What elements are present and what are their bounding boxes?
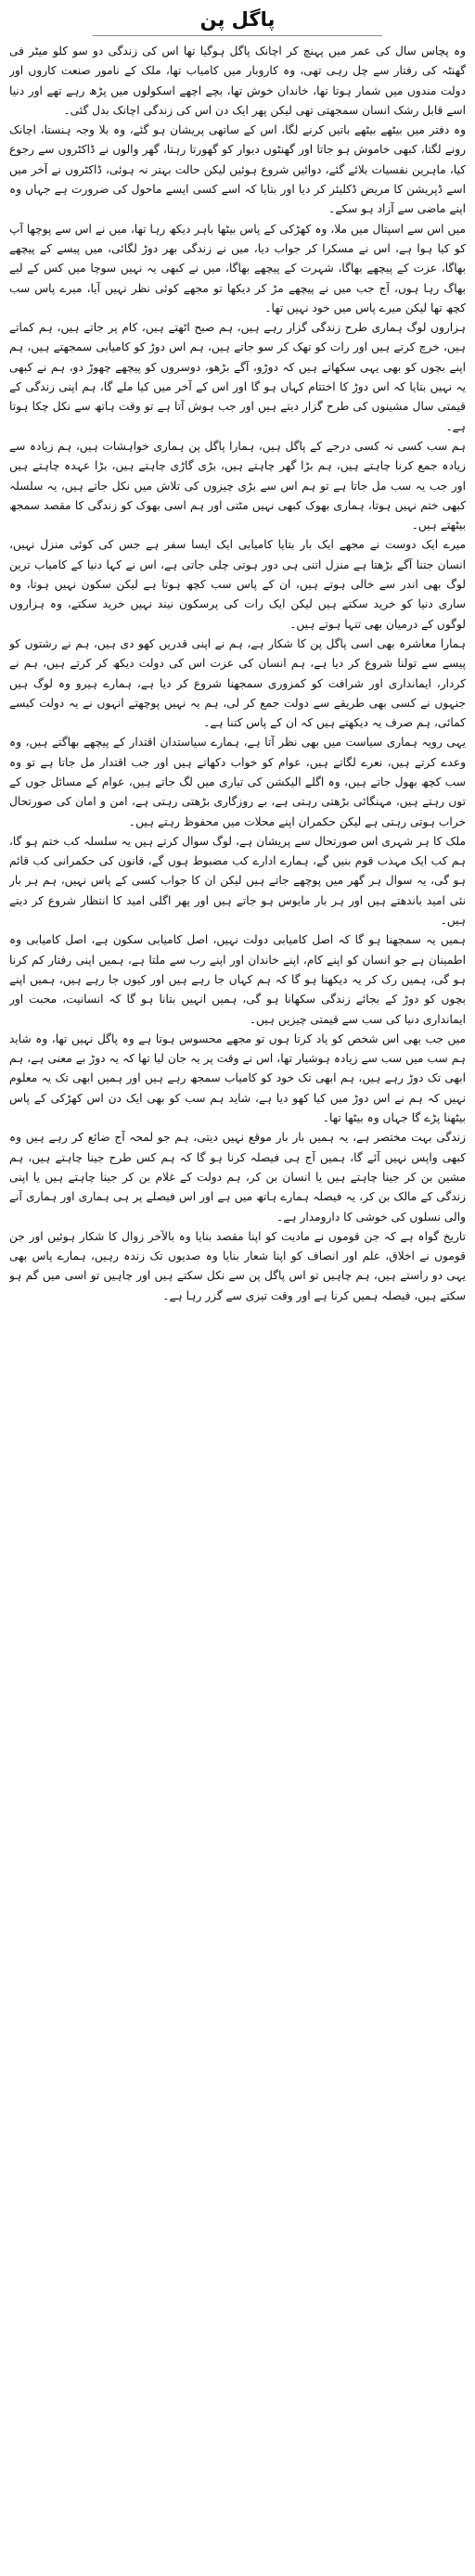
article-paragraph: ہمیں یہ سمجھنا ہو گا کہ اصل کامیابی دولت نہیں، اصل کامیابی سکون ہے، اصل کامیابی وہ اطمینان ہے جو انسان کو اپنے کام، اپنے خاندان اور اپنے رب سے ملتا ہے، ہمیں اپنی رفتار کم کرنا ہو گی، ہمیں رک کر یہ دیکھنا ہو گا کہ ہم کہاں جا رہے ہیں اور کیوں جا رہے ہیں، ہمیں اپنے بچوں کو دوڑ کے بجائے زندگی سکھانا ہو گی، ہمیں انہیں بتانا ہو گا کہ انسانیت، محبت اور ایمانداری دنیا کی سب سے قیمتی چیزیں ہیں۔ [9, 933, 466, 1026]
article-paragraph: وہ دفتر میں بیٹھے بیٹھے باتیں کرنے لگا، اس کے ساتھی پریشان ہو گئے، وہ بلا وجہ ہنستا، اچانک رونے لگتا، کبھی خاموش ہو جاتا اور گھنٹوں دیوار کو گھورتا رہتا، گھر والوں نے ڈاکٹروں سے رجوع کیا، ماہرین نفسیات بلائے گئے، دوائیں شروع ہوئیں لیکن حالت بہتر نہ ہوئی، ڈاکٹروں نے آخر میں اسے ڈپریشن کا مریض ڈکلیئر کر دیا اور بتایا کہ اسے کسی ایسے ماحول کی ضرورت ہے جہاں وہ اپنے ماضی سے آزاد ہو سکے۔ [9, 123, 466, 216]
article-paragraph: میں اس سے اسپتال میں ملا، وہ کھڑکی کے پاس بیٹھا باہر دیکھ رہا تھا، میں نے اس سے پوچھا آپ کو کیا ہوا ہے، اس نے مسکرا کر جواب دیا، میں نے زندگی بھر دوڑ لگائی، میں پیسے کے پیچھے بھاگا، عزت کے پیچھے بھاگا، شہرت کے پیچھے بھاگا، میں نے کبھی یہ نہیں سوچا میں کس کے لیے بھاگ رہا ہوں، آج جب میں نے پیچھے مڑ کر دیکھا تو مجھے کوئی نظر نہیں آیا، میرے پاس سب کچھ تھا لیکن میرے پاس میں خود نہیں تھا۔ [9, 222, 466, 314]
article-body [9, 42, 466, 2569]
article-paragraph: میرے ایک دوست نے مجھے ایک بار بتایا کامیابی ایک ایسا سفر ہے جس کی کوئی منزل نہیں، انسان جتنا آگے بڑھتا ہے منزل اتنی ہی دور ہوتی چلی جاتی ہے، اس نے کہا دنیا کے کامیاب ترین لوگ بھی اندر سے خالی ہوتے ہیں، ان کے پاس سب کچھ ہوتا ہے لیکن سکون نہیں ہوتا، وہ ساری دنیا کو خرید سکتے ہیں لیکن ایک رات کی پرسکون نیند نہیں خرید سکتے، وہ ہزاروں لوگوں کے درمیان بھی تنہا ہوتے ہیں۔ [9, 538, 466, 631]
headline-divider [93, 35, 382, 36]
article-paragraph: تاریخ گواہ ہے کہ جن قوموں نے مادیت کو اپنا مقصد بنایا وہ بالآخر زوال کا شکار ہوئیں اور جن قوموں نے اخلاق، علم اور انصاف کو اپنا شعار بنایا وہ صدیوں تک زندہ رہیں، ہمارے پاس بھی یہی دو راستے ہیں، ہم چاہیں تو اس پاگل پن سے نکل سکتے ہیں اور چاہیں تو اسی میں گم ہو سکتے ہیں، فیصلہ ہمیں کرنا ہے اور وقت تیزی سے گزر رہا ہے۔ [9, 1229, 466, 1302]
article-paragraph: ہم سب کسی نہ کسی درجے کے پاگل ہیں، ہمارا پاگل پن ہماری خواہشات ہیں، ہم زیادہ سے زیادہ جمع کرنا چاہتے ہیں، ہم بڑا گھر چاہتے ہیں، بڑی گاڑی چاہتے ہیں، بڑا عہدہ چاہتے ہیں اور جب یہ سب مل جاتا ہے تو ہم اس سے بڑی چیزوں کی تلاش میں نکل جاتے ہیں، یہ سلسلہ کبھی ختم نہیں ہوتا، ہماری بھوک کبھی نہیں مٹتی اور ہم اسی بھوک کو زندگی کا مقصد سمجھ بیٹھتے ہیں۔ [9, 439, 466, 532]
article-paragraph: یہی رویہ ہماری سیاست میں بھی نظر آتا ہے، ہمارے سیاستدان اقتدار کے پیچھے بھاگتے ہیں، وہ وعدے کرتے ہیں، نعرے لگاتے ہیں، عوام کو خواب دکھاتے ہیں اور جب اقتدار مل جاتا ہے تو وہ سب کچھ بھول جاتے ہیں، وہ اگلے الیکشن کی تیاری میں لگ جاتے ہیں، عوام کے مسائل جوں کے توں رہتے ہیں، مہنگائی بڑھتی رہتی ہے، بے روزگاری بڑھتی رہتی ہے، امن و امان کی صورتحال خراب ہوتی رہتی ہے لیکن حکمران اپنے محلات میں محفوظ رہتے ہیں۔ [9, 736, 466, 828]
article-paragraph: ہزاروں لوگ ہماری طرح زندگی گزار رہے ہیں، ہم صبح اٹھتے ہیں، کام پر جاتے ہیں، ہم کماتے ہیں، خرچ کرتے ہیں اور رات کو تھک کر سو جاتے ہیں، ہم اس دوڑ کو کامیابی سمجھتے ہیں، ہم اپنے بچوں کو بھی یہی سکھاتے ہیں کہ دوڑو، آگے بڑھو، دوسروں کو پیچھے چھوڑ دو، ہم نے کبھی یہ نہیں بتایا کہ اس دوڑ کا اختتام کہاں ہو گا اور اس کے آخر میں کیا ملے گا، ہم اپنی زندگی کے قیمتی سال مشینوں کی طرح گزار دیتے ہیں اور جب ہوش آتا ہے تو وقت ہاتھ سے نکل چکا ہوتا ہے۔ [9, 321, 466, 433]
article-paragraph: میں جب بھی اس شخص کو یاد کرتا ہوں تو مجھے محسوس ہوتا ہے وہ پاگل نہیں تھا، وہ شاید ہم سب میں سب سے زیادہ ہوشیار تھا، اس نے وقت پر یہ جان لیا تھا کہ یہ دوڑ بے معنی ہے، ہم ابھی تک دوڑ رہے ہیں، ہم ابھی تک خود کو کامیاب سمجھ رہے ہیں اور ہمیں ابھی تک یہ معلوم نہیں کہ ہم نے اس دوڑ میں کیا کھو دیا ہے، شاید ہم سب کو بھی ایک دن اس کھڑکی کے پاس بیٹھنا پڑے گا جہاں وہ بیٹھا تھا۔ [9, 1032, 466, 1125]
article-paragraph: ملک کا ہر شہری اس صورتحال سے پریشان ہے، لوگ سوال کرتے ہیں یہ سلسلہ کب ختم ہو گا، ہم کب ایک مہذب قوم بنیں گے، ہمارے ادارے کب مضبوط ہوں گے، قانون کی حکمرانی کب قائم ہو گی، یہ سوال ہر گھر میں پوچھے جاتے ہیں لیکن ان کا جواب کسی کے پاس نہیں، ہم ہر بار نئی امید باندھتے ہیں اور ہر بار مایوس ہو جاتے ہیں اور پھر اگلی امید کا انتظار شروع کر دیتے ہیں۔ [9, 834, 466, 928]
article-paragraph: زندگی بہت مختصر ہے، یہ ہمیں بار بار موقع نہیں دیتی، ہم جو لمحہ آج ضائع کر رہے ہیں وہ کبھی واپس نہیں آئے گا، ہمیں آج ہی فیصلہ کرنا ہو گا کہ ہم کس طرح جینا چاہتے ہیں، ہم مشین بن کر جینا چاہتے ہیں یا انسان بن کر، ہم دولت کے غلام بن کر جینا چاہتے ہیں یا اپنی زندگی کے مالک بن کر، یہ فیصلہ ہمارے ہاتھ میں ہے اور اس فیصلے پر ہی ہماری اور ہماری آنے والی نسلوں کی خوشی کا دارومدار ہے۔ [9, 1131, 466, 1224]
article-paragraph: ہمارا معاشرہ بھی اسی پاگل پن کا شکار ہے، ہم نے اپنی قدریں کھو دی ہیں، ہم نے رشتوں کو پیسے سے تولنا شروع کر دیا ہے، ہم انسان کی عزت اس کی دولت دیکھ کر کرتے ہیں، ہم نے کردار، ایمانداری اور شرافت کو کمزوری سمجھنا شروع کر دیا ہے، ہمارے ہیرو وہ لوگ ہیں جنہوں نے کسی بھی طریقے سے دولت جمع کر لی، ہم یہ نہیں پوچھتے انہوں نے یہ دولت کیسے کمائی، ہم صرف یہ دیکھتے ہیں کہ ان کے پاس کتنا ہے۔ [9, 636, 466, 730]
article-paragraph: وہ پچاس سال کی عمر میں پہنچ کر اچانک پاگل ہوگیا تھا اس کی زندگی دو سو کلو میٹر فی گھنٹہ کی رفتار سے چل رہی تھی، وہ کاروبار میں کامیاب تھا، ملک کے نامور صنعت کاروں اور دولت مندوں میں شمار ہوتا تھا، خاندان خوش تھا، بچے اچھے اسکولوں میں پڑھ رہے تھے اور دنیا اسے قابل رشک انسان سمجھتی تھی لیکن پھر ایک دن اس کی زندگی اچانک بدل گئی۔ [9, 45, 466, 117]
article-headline: پاگل پن [199, 8, 276, 31]
